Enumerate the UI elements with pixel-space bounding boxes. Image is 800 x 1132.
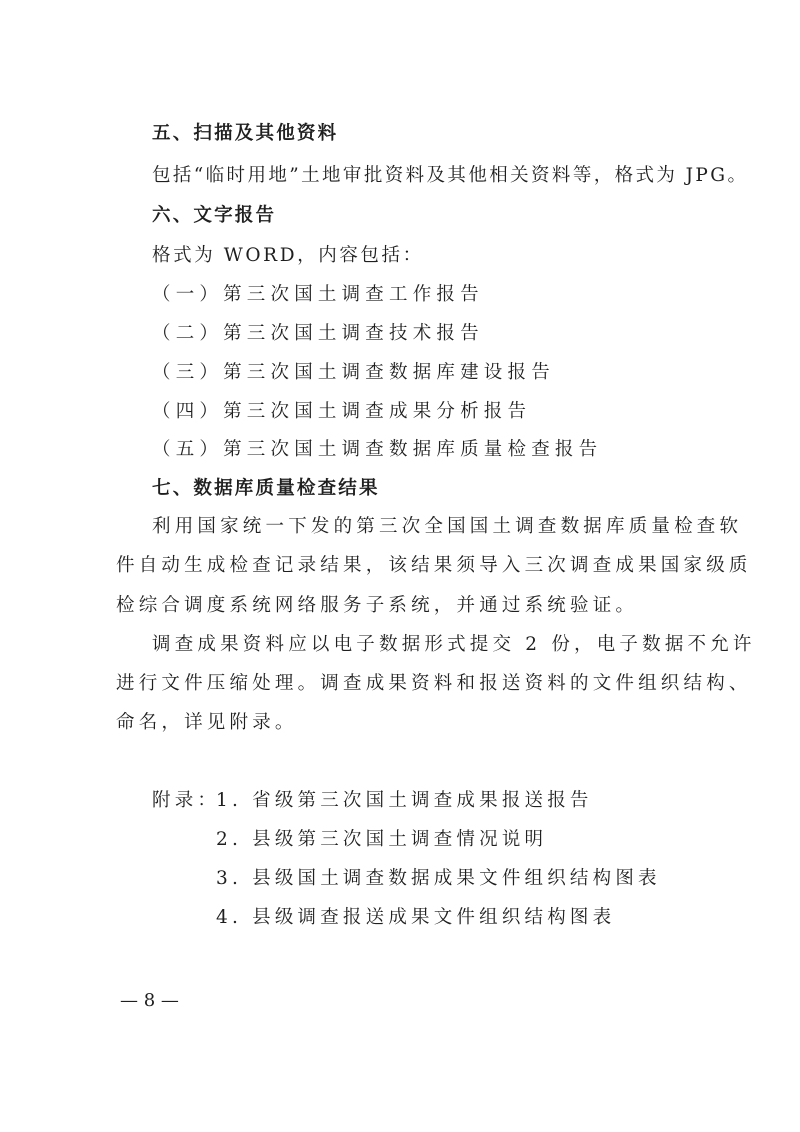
paragraph-line: 检综合调度系统网络服务子系统，并通过系统验证。 <box>116 595 639 616</box>
paragraph-line: 进行文件压缩处理。调查成果资料和报送资料的文件组织结构、 <box>116 673 752 694</box>
section-7-title: 七、数据库质量检查结果 <box>152 478 380 499</box>
report-item: （二）第三次国土调查技术报告 <box>152 323 484 344</box>
appendix-item: 1. 省级第三次国土调查成果报送报告 <box>216 790 593 811</box>
page-number: — 8 — <box>120 990 179 1011</box>
paragraph-line: 命名，详见附录。 <box>116 712 298 733</box>
report-item: （一）第三次国土调查工作报告 <box>152 284 484 305</box>
section-6-intro: 格式为 WORD，内容包括： <box>152 245 424 266</box>
paragraph-line: 件自动生成检查记录结果，该结果须导入三次调查成果国家级质 <box>116 555 752 576</box>
report-item: （四）第三次国土调查成果分析报告 <box>152 401 532 422</box>
paragraph-line: 调查成果资料应以电子数据形式提交 2 份，电子数据不允许 <box>152 634 756 655</box>
section-6-title: 六、文字报告 <box>152 205 277 226</box>
report-item: （三）第三次国土调查数据库建设报告 <box>152 362 555 383</box>
appendix-item: 2. 县级第三次国土调查情况说明 <box>216 829 548 850</box>
report-item: （五）第三次国土调查数据库质量检查报告 <box>152 439 603 460</box>
appendix-label: 附录： <box>152 790 221 811</box>
appendix-item: 3. 县级国土调查数据成果文件组织结构图表 <box>216 868 661 889</box>
section-5-title: 五、扫描及其他资料 <box>152 123 339 144</box>
section-5-text: 包括“临时用地”土地审批资料及其他相关资料等，格式为 JPG。 <box>152 165 749 186</box>
appendix-item: 4. 县级调查报送成果文件组织结构图表 <box>216 907 616 928</box>
paragraph-line: 利用国家统一下发的第三次全国国土调查数据库质量检查软 <box>152 516 743 537</box>
